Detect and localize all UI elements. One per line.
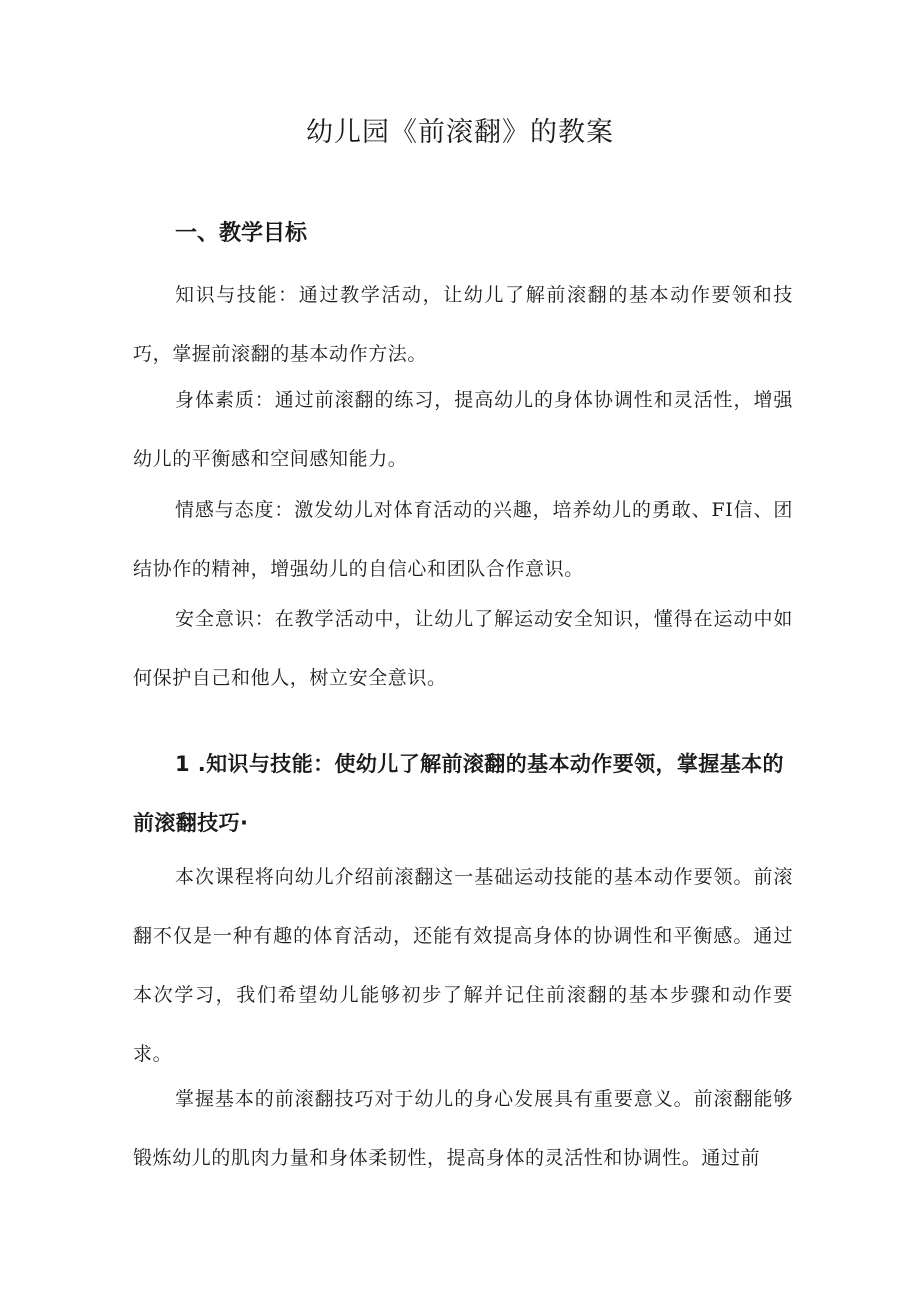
paragraph-skill-importance: 掌握基本的前滚翻技巧对于幼儿的身心发展具有重要意义。前滚翻能够锻炼幼儿的肌肉力量和身体柔韧性，提高身体的灵活性和协调性。通过前 [133, 1088, 793, 1169]
subheading-knowledge-skills: 1 .知识与技能：使幼儿了解前滚翻的基本动作要领，掌握基本的前滚翻技巧· [133, 752, 784, 835]
paragraph-emotion-attitude: 情感与态度：激发幼儿对体育活动的兴趣，培养幼儿的勇敢、FI信、团结协作的精神，增强幼儿的自信心和团队合作意识。 [133, 499, 793, 580]
paragraph-knowledge-skills: 知识与技能：通过教学活动，让幼儿了解前滚翻的基本动作要领和技巧，掌握前滚翻的基本动作方法。 [133, 284, 793, 365]
paragraph-safety-awareness: 安全意识：在教学活动中，让幼儿了解运动安全知识，懂得在运动中如何保护自己和他人，树立安全意识。 [133, 608, 793, 689]
paragraph-course-intro: 本次课程将向幼儿介绍前滚翻这一基础运动技能的基本动作要领。前滚翻不仅是一种有趣的体育活动，还能有效提高身体的协调性和平衡感。通过本次学习，我们希望幼儿能够初步了解并记住前滚翻的基本步骤和动作要求。 [133, 866, 793, 1065]
section-heading-teaching-goals: 一、教学目标 [175, 221, 308, 246]
document-title: 幼儿园《前滚翻》的教案 [306, 117, 614, 148]
paragraph-physical-quality: 身体素质：通过前滚翻的练习，提高幼儿的身体协调性和灵活性，增强幼儿的平衡感和空间感知能力。 [133, 389, 793, 470]
